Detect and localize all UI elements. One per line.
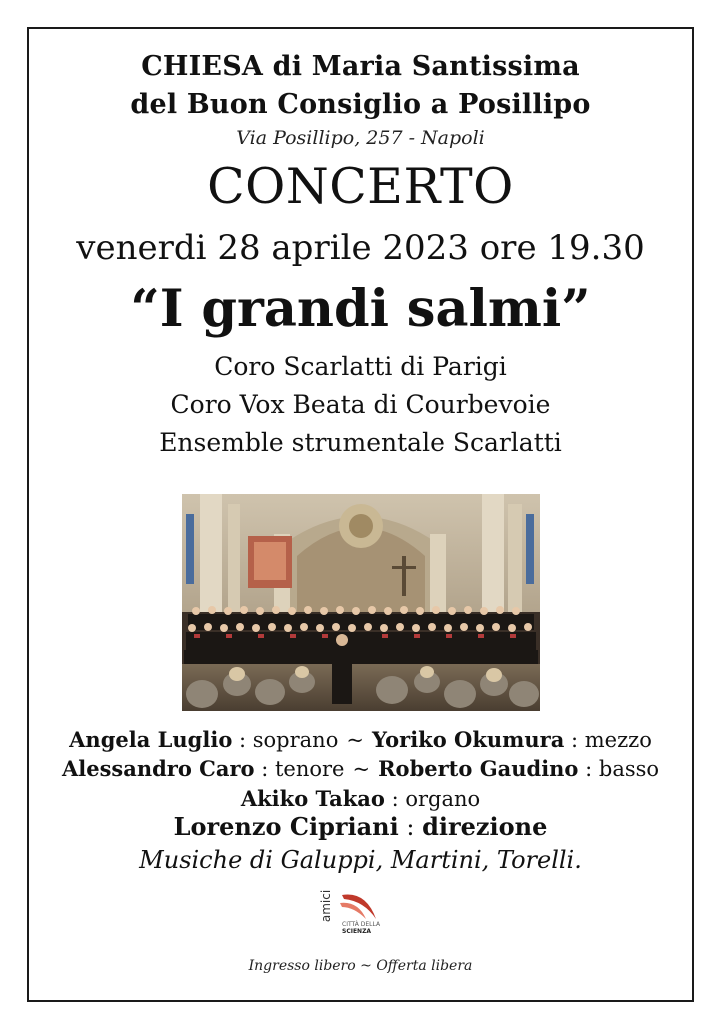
performer-line: Coro Vox Beata di Courbevoie (170, 390, 551, 419)
director-name: Lorenzo Cipriani (173, 812, 399, 841)
performer-line: Ensemble strumentale Scarlatti (159, 428, 562, 457)
soloist-name: Roberto Gaudino (378, 756, 579, 781)
soloist-role: : organo (384, 787, 481, 811)
separator-tilde: ~ (346, 728, 364, 752)
soloist-role: : tenore (254, 757, 345, 781)
director-role: direzione (422, 812, 548, 841)
separator-tilde: ~ (352, 757, 371, 781)
performer-line: Coro Scarlatti di Parigi (214, 352, 507, 381)
logo-caption (342, 921, 380, 935)
logo-word: amici (319, 889, 334, 923)
soloists-row-3 (27, 785, 694, 813)
logo-caption-line1: CITTÀ DELLA (342, 921, 381, 928)
soloist-name: Yoriko Okumura (371, 727, 565, 752)
soloist-role: : basso (578, 757, 660, 781)
logo-caption-line2: SCIENZA (342, 928, 372, 935)
soloists-row-2 (27, 755, 694, 783)
music-composers: Musiche di Galuppi, Martini, Torelli. (139, 846, 582, 874)
director-line (27, 811, 694, 843)
church-address: Via Posillipo, 257 - Napoli (236, 127, 485, 149)
amici-logo (319, 885, 388, 939)
footer-note: Ingresso libero ~ Offerta libera (248, 958, 473, 974)
soloist-role: : mezzo (564, 728, 652, 752)
event-date-time: venerdi 28 aprile 2023 ore 19.30 (76, 228, 645, 268)
choir-photo (182, 494, 540, 711)
soloist-name: Akiko Takao (240, 786, 385, 811)
event-type: CONCERTO (207, 158, 514, 215)
director-separator: : (398, 813, 423, 841)
soloist-name: Angela Luglio (69, 727, 233, 752)
church-name-line2: del Buon Consiglio a Posillipo (130, 89, 591, 120)
concert-title: “I grandi salmi” (130, 279, 591, 339)
soloist-name: Alessandro Caro (61, 756, 255, 781)
church-name-line1: CHIESA di Maria Santissima (141, 51, 580, 82)
soloists-row-1 (27, 726, 694, 754)
logo-swoosh-icon (338, 889, 384, 923)
soloist-role: : soprano (232, 728, 339, 752)
